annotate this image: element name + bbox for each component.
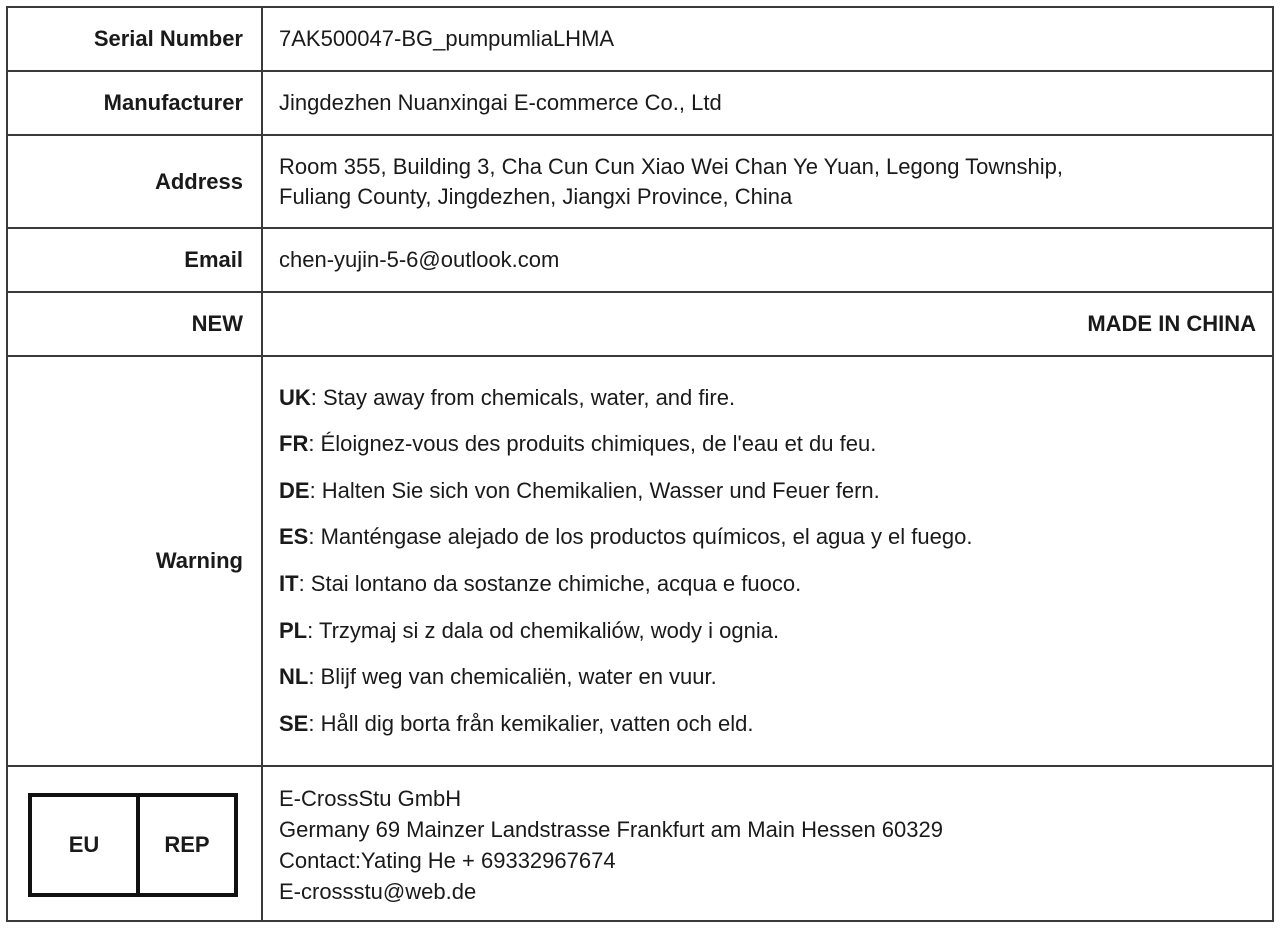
warning-code: UK [279, 384, 311, 410]
warning-code: NL [279, 664, 309, 690]
warning-label: Warning [8, 356, 262, 766]
new-label: NEW [8, 292, 262, 356]
warning-code: SE [279, 710, 309, 736]
email-value: chen-yujin-5-6@outlook.com [262, 228, 1272, 292]
rep-logo-text: REP [164, 831, 210, 857]
eu-rep-logo [28, 793, 238, 897]
serial-number-value: 7AK500047-BG_pumpumliaLHMA [262, 8, 1272, 71]
manufacturer-label: Manufacturer [8, 71, 262, 135]
address-row [8, 135, 1272, 228]
warning-item-nl [279, 654, 1256, 701]
warning-item-uk [279, 375, 1256, 422]
warning-item-pl [279, 608, 1256, 655]
eu-logo-text: EU [32, 797, 140, 893]
email-row [8, 228, 1272, 292]
warning-item-se [279, 701, 1256, 748]
warning-text: : Stai lontano da sostanze chimiche, acqua e fuoco. [298, 571, 802, 596]
warning-text: : Håll dig borta från kemikalier, vatten och eld. [308, 710, 754, 736]
warning-item-es [279, 514, 1256, 561]
warning-text: : Halten Sie sich von Chemikalien, Wasser und Feuer fern. [309, 477, 880, 503]
warning-item-it [279, 561, 1256, 608]
warning-item-de [279, 468, 1256, 515]
eu-rep-email: E-crossstu@web.de [279, 878, 477, 904]
warning-text: : Manténgase alejado de los productos químicos, el agua y el fuego. [308, 524, 973, 550]
made-in-china-value: MADE IN CHINA [262, 292, 1272, 356]
address-line-2: Fuliang County, Jingdezhen, Jiangxi Province, China [279, 183, 793, 209]
warning-list [279, 375, 1256, 748]
product-label-sheet [6, 6, 1274, 922]
product-info-table [8, 8, 1272, 922]
warning-code: IT [279, 571, 299, 596]
warning-item-fr [279, 421, 1256, 468]
eu-rep-row [8, 766, 1272, 922]
warning-code: PL [279, 617, 308, 643]
eu-rep-address: Germany 69 Mainzer Landstrasse Frankfurt am Main Hessen 60329 [279, 816, 943, 842]
serial-number-row [8, 8, 1272, 71]
eu-rep-details [262, 766, 1272, 922]
address-value [262, 135, 1272, 228]
new-row [8, 292, 1272, 356]
warning-code: DE [279, 477, 310, 503]
warning-value [262, 356, 1272, 766]
manufacturer-row [8, 71, 1272, 135]
warning-row [8, 356, 1272, 766]
warning-text: : Stay away from chemicals, water, and fire. [310, 384, 736, 410]
address-label: Address [8, 135, 262, 228]
eu-rep-contact: Contact:Yating He + 69332967674 [279, 847, 616, 873]
address-line-1: Room 355, Building 3, Cha Cun Cun Xiao Wei Chan Ye Yuan, Legong Township, [279, 153, 1063, 179]
warning-text: : Trzymaj si z dala od chemikaliów, wody i ognia. [307, 617, 780, 643]
eu-rep-logo-cell [8, 766, 262, 922]
warning-text: : Éloignez-vous des produits chimiques, de l'eau et du feu. [308, 431, 877, 457]
warning-code: ES [279, 524, 309, 550]
manufacturer-value: Jingdezhen Nuanxingai E-commerce Co., Ltd [262, 71, 1272, 135]
serial-number-label: Serial Number [8, 8, 262, 71]
email-label: Email [8, 228, 262, 292]
warning-text: : Blijf weg van chemicaliën, water en vuur. [308, 664, 717, 690]
warning-code: FR [279, 431, 309, 457]
eu-rep-company: E-CrossStu GmbH [279, 785, 462, 811]
